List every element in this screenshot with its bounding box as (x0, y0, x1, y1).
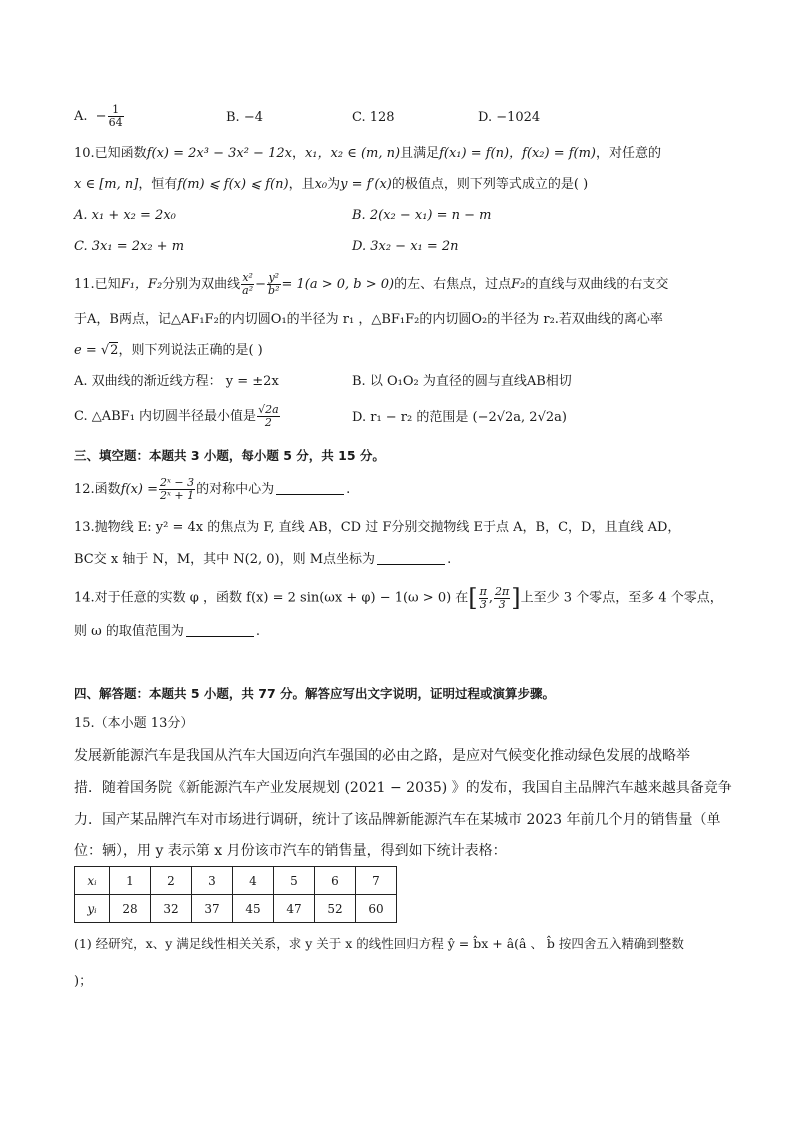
q11-y2: y² (268, 271, 280, 284)
q12-fraction (159, 477, 195, 502)
q11-prefix: 11.已知 (74, 277, 121, 292)
q10-function: f(x) = 2x³ − 3x² − 12x (146, 146, 292, 161)
q10-x0: x₀ (314, 177, 328, 192)
q12-line (74, 476, 724, 504)
q9-option-a-fraction (108, 104, 124, 129)
q13-period: . (447, 552, 452, 567)
q14-answer-blank[interactable] (186, 622, 254, 637)
q10-option-c: C. 3x₁ = 2x₂ + m (74, 239, 185, 254)
q12-prefix: 12.函数 (74, 482, 121, 497)
table-cell: 7 (356, 867, 397, 895)
q13-line1: 13.抛物线 E: y² = 4x 的焦点为 F, 直线 AB，CD 过 F分别交抛物线 E于点 A，B，C，D，且直线 AD， (74, 520, 681, 535)
q10-interval: x ∈ [m, n] (74, 177, 139, 192)
q14-period: . (255, 624, 261, 639)
q11-line2: 于A，B两点，记△AF₁F₂的内切圆O₁的半径为 r₁ ，△BF₁F₂的内切圆O₂的半径为 r₂.若双曲线的离心率 (74, 312, 663, 327)
table-row-x (75, 867, 397, 895)
table-cell: 4 (233, 867, 274, 895)
q14-right-bracket: ] (511, 584, 521, 612)
q12-period: . (346, 482, 351, 497)
table-row-y (75, 895, 397, 923)
q10-sep1: ， (291, 146, 305, 161)
q9-option-a-sign: − (95, 109, 107, 124)
q11-foci: F₁，F₂ (120, 277, 163, 292)
q11-line3: e = √2，则下列说法正确的是( ) (74, 343, 263, 358)
q9-option-c: C. 128 (352, 110, 395, 125)
q11-x2: x² (242, 271, 253, 284)
q12-numerator: 2ˣ − 3 (160, 476, 195, 489)
q11-question: ，则下列说法正确的是( ) (118, 343, 263, 358)
q10-inequality: f(m) ⩽ f(x) ⩽ f(n) (177, 177, 289, 192)
table-cell: 60 (356, 895, 397, 923)
q13-question: BC交 x 轴于 N，M，其中 N(2, 0)，则 M点坐标为 (74, 552, 376, 567)
q11-option-c-text: C. △ABF₁ 内切圆半径最小值是 (74, 409, 257, 424)
q11-option-c-fraction (257, 404, 280, 429)
q15-paragraph-4: 位：辆），用 y 表示第 x 月份该市汽车的销售量，得到如下统计表格： (74, 843, 507, 859)
table-cell: 5 (274, 867, 315, 895)
table-cell: 45 (233, 895, 274, 923)
q14-interval-end (494, 586, 510, 611)
q15-paragraph-3: 力．国产某品牌汽车对市场进行调研，统计了该品牌新能源汽车在某城市 2023 年前几个月的销售量（单 (74, 812, 721, 828)
q10-line1 (74, 144, 724, 164)
q14-zeros-text: 上至少 3 个零点，至多 4 个零点， (520, 590, 723, 606)
q9-option-a (74, 104, 125, 129)
q11-hyperbola-text: 分别为双曲线 (162, 277, 241, 292)
q15-paragraph-1: 发展新能源汽车是我国从汽车大国迈向汽车强国的必由之路，是应对气候变化推动绿色发展的战略举 (74, 748, 690, 764)
q14-start-den: 3 (479, 597, 487, 611)
q11-option-a: A. 双曲线的渐近线方程： y = ±2x (74, 374, 279, 389)
q12-function: f(x) = (120, 482, 158, 497)
q15-subquestion-1: (1) 经研究，x、y 满足线性相关关系，求 y 关于 x 的线性回归方程 ŷ = b̂x + â(â 、 b̂ 按四舍五入精确到整数 (74, 936, 684, 951)
q11-f2: F₂ (511, 277, 526, 292)
q11-line1: 11.已知F₁，F₂分别为双曲线 $\frac{\text{x²}}{\text{a²}}$ − $\frac{\text{y²}}{\text{b²}}$ = 1(a > 0, b > 0)的左、右焦点，过点F₂的直线与双曲线的右支交 (74, 271, 669, 297)
q10-option-d: D. 3x₂ − x₁ = 2n (352, 239, 459, 254)
q14-line1: 14.对于任意的实数 φ ，函数 f(x) = 2 sin(ωx + φ) − 1(ω > 0) 在[ $\frac{\pi}{3}$ , $\frac{2\pi}{3}$ ]上至少 3 个零点，至多 4 个零点， (74, 584, 723, 612)
q11-through: 的左、右焦点，过点 (394, 277, 512, 292)
q10-prefix: 10.已知函数 (74, 146, 147, 161)
q14-start-num: π (479, 584, 487, 598)
q14-line2 (74, 622, 724, 642)
q9-option-a-denominator: 64 (108, 116, 123, 129)
q9-option-a-label: A. (74, 109, 88, 124)
section3-heading: 三、填空题：本题共 3 小题，每小题 5 分，共 15 分。 (74, 448, 385, 463)
table-cell: 47 (274, 895, 315, 923)
table-header-y: yᵢ (75, 895, 110, 923)
q10-derivative: y = f′(x) (340, 177, 392, 192)
q11-eccentricity: e = (74, 343, 101, 358)
q10-is: 为 (327, 177, 341, 192)
table-cell: 32 (151, 895, 192, 923)
q11-frac-y (267, 272, 280, 297)
q12-answer-blank[interactable] (276, 480, 344, 495)
q10-satisfy: 且满足 (400, 146, 440, 161)
table-cell: 6 (315, 867, 356, 895)
q11-option-b: B. 以 O₁O₂ 为直径的圆与直线AB相切 (352, 374, 572, 389)
table-cell: 3 (192, 867, 233, 895)
q11-sqrt-value: 2 (110, 343, 119, 358)
q11-option-c-denominator: 2 (264, 416, 272, 429)
q11-line-text: 的直线与双曲线的右支交 (525, 277, 669, 292)
q10-line2 (74, 175, 724, 195)
q10-option-a: A. x₁ + x₂ = 2x₀ (74, 208, 176, 223)
q11-option-d: D. r₁ − r₂ 的范围是 (−2√2a, 2√2a) (352, 410, 567, 425)
q12-question: 的对称中心为 (196, 482, 275, 497)
q13-line2 (74, 550, 724, 570)
table-header-x: xᵢ (75, 867, 110, 895)
q14-text: 14.对于任意的实数 φ ，函数 f(x) = 2 sin(ωx + φ) − 1(ω > 0) 在 (74, 590, 469, 606)
q11-b2: b² (268, 284, 280, 297)
q14-end-num: 2π (495, 584, 510, 598)
q15-heading: 15.（本小题 13分） (74, 716, 194, 731)
table-cell: 37 (192, 895, 233, 923)
q11-option-c-numerator: √2a (258, 403, 279, 416)
q10-any: ，对任意的 (596, 146, 662, 161)
sales-table (74, 866, 397, 923)
q10-always: ，恒有 (138, 177, 178, 192)
q14-interval-start (479, 586, 488, 611)
q10-domain: x₁，x₂ ∈ (m, n) (304, 146, 401, 161)
q9-option-b: B. −4 (226, 110, 263, 125)
q9-option-d: D. −1024 (478, 110, 541, 125)
q10-option-b: B. 2(x₂ − x₁) = n − m (352, 208, 492, 223)
q11-frac-x (241, 272, 254, 297)
q10-question: 的极值点，则下列等式成立的是( ) (391, 177, 589, 192)
q13-answer-blank[interactable] (377, 550, 445, 565)
q14-left-bracket: [ (468, 584, 478, 612)
q10-and: ，且 (288, 177, 315, 192)
q10-condition: f(x₁) = f(n)，f(x₂) = f(m) (439, 146, 596, 161)
q14-question: 则 ω 的取值范围为 (74, 624, 184, 639)
table-cell: 28 (110, 895, 151, 923)
q9-option-a-numerator: 1 (108, 104, 124, 117)
table-cell: 52 (315, 895, 356, 923)
q12-denominator: 2ˣ + 1 (160, 489, 195, 502)
q15-paragraph-2: 措．随着国务院《新能源汽车产业发展规划 (2021 − 2035) 》的发布，我国自主品牌汽车越来越具备竞争 (74, 780, 732, 796)
q14-end-den: 3 (498, 597, 506, 611)
table-cell: 1 (110, 867, 151, 895)
q15-subquestion-1-end: )； (74, 974, 93, 989)
q11-equation: = 1(a > 0, b > 0) (281, 277, 395, 292)
q11-option-c (74, 404, 281, 430)
section4-heading: 四、解答题：本题共 5 小题，共 77 分。解答应写出文字说明，证明过程或演算步骤。 (74, 686, 556, 701)
q11-a2: a² (242, 284, 254, 297)
table-cell: 2 (151, 867, 192, 895)
